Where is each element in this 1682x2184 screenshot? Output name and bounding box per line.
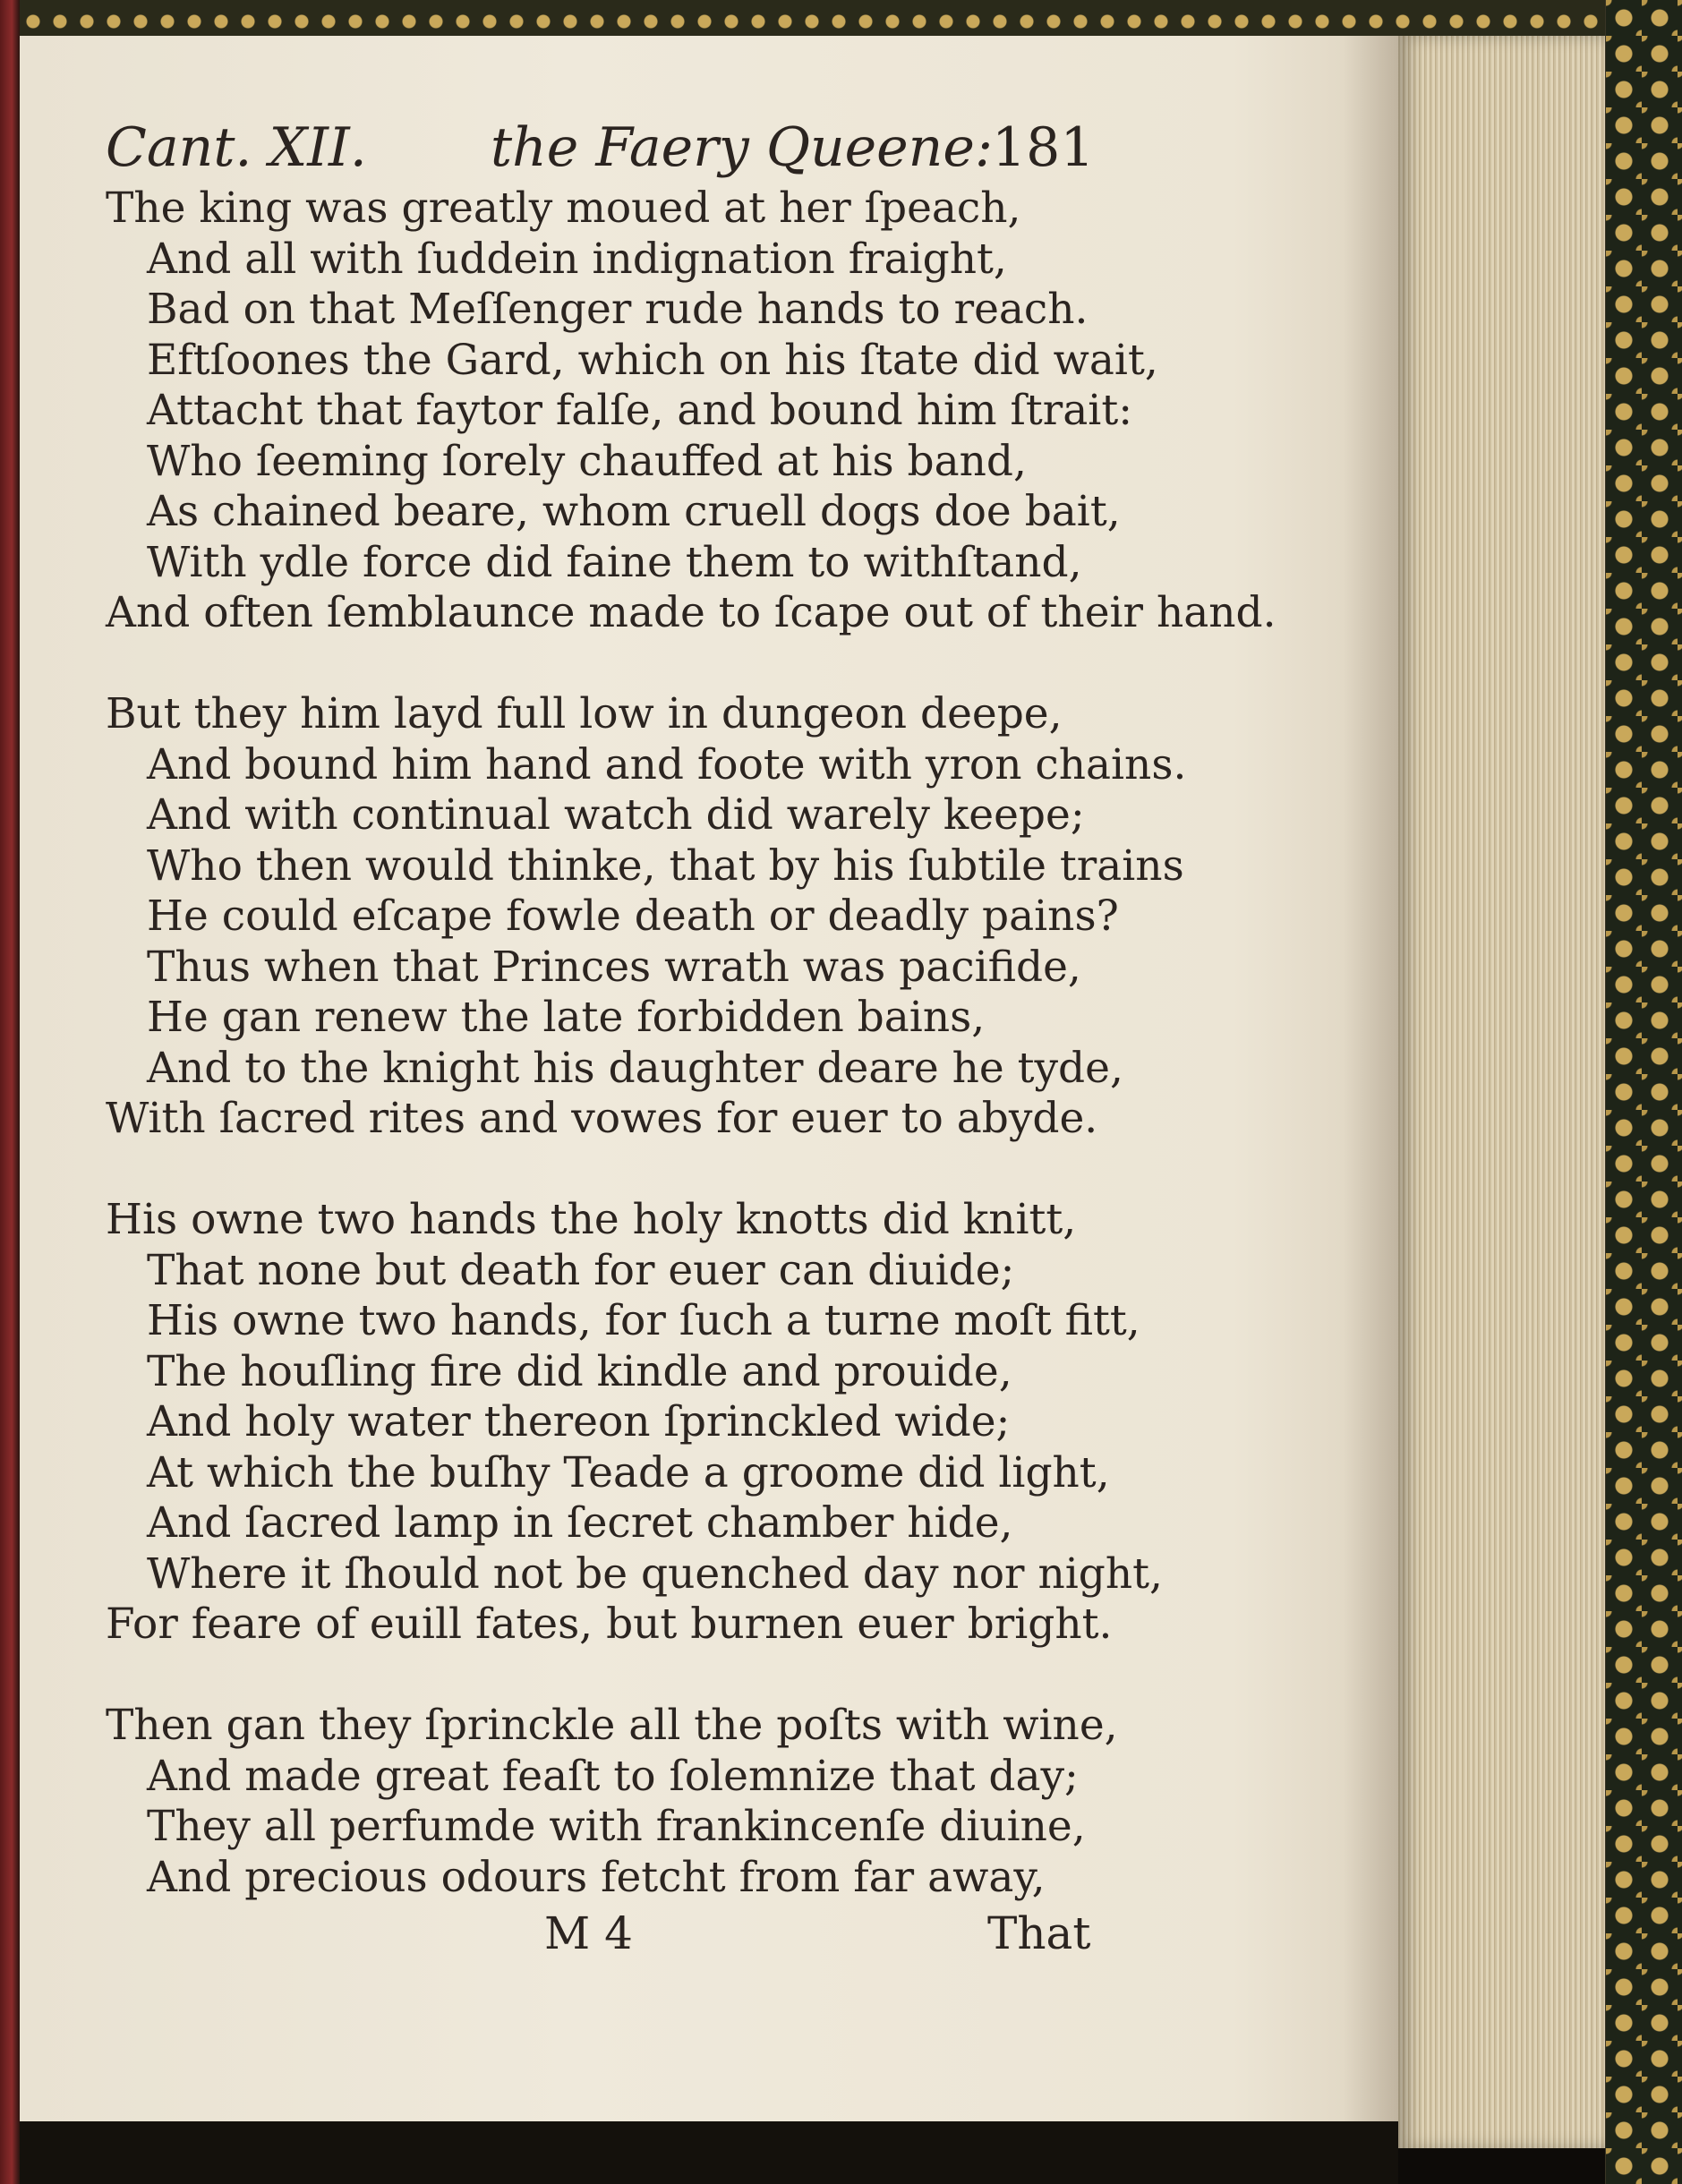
page-fore-edge: [1398, 36, 1606, 2148]
catchword: That: [987, 1907, 1091, 1959]
book-title: the Faery Queene:: [491, 116, 994, 179]
verse-line: And with continual watch did warely keepe;: [147, 790, 1085, 840]
verse-line: That none but death for euer can diuide;: [147, 1245, 1015, 1295]
signature-mark: M 4: [544, 1907, 633, 1959]
verse-line: At which the buſhy Teade a groome did light,: [147, 1447, 1110, 1497]
verse-line: Thus when that Princes wrath was pacifide,: [147, 942, 1081, 992]
verse-line: The houſling fire did kindle and prouide,: [147, 1346, 1012, 1396]
verse-line: For feare of euill fates, but burnen euer bright.: [106, 1600, 1113, 1649]
page-number: 181: [992, 116, 1095, 179]
page-gutter-shadow: [1343, 36, 1398, 2121]
verse-line: And holy water thereon ſprinckled wide;: [147, 1397, 1011, 1446]
verse-line: The king was greatly moued at her ſpeach,: [106, 183, 1021, 233]
binding-cloth-strip: [0, 0, 20, 2184]
gilt-binding-pattern: [1606, 0, 1682, 2184]
verse-line: As chained beare, whom cruell dogs doe bait,: [147, 487, 1121, 536]
verse-line: Where it ſhould not be quenched day nor night,: [147, 1548, 1163, 1599]
bottom-shadow: [20, 2121, 1398, 2184]
verse-line: But they him layd full low in dungeon deepe,: [106, 689, 1063, 738]
verse-line: With ydle force did faine them to withſtand,: [147, 537, 1082, 587]
canto-label: Cant. XII.: [106, 116, 367, 179]
page-footer: [106, 1898, 1090, 1969]
verse-line: They all perfumde with frankincenſe diuine,: [147, 1802, 1086, 1851]
stanza-gap: [106, 1651, 1162, 1702]
verse-line: And all with ſuddein indignation fraight,: [147, 234, 1007, 284]
verse-line: And to the knight his daughter deare he tyde,: [147, 1043, 1123, 1093]
verse-line: Who ſeeming ſorely chauffed at his band,: [147, 436, 1027, 486]
verse-line: And bound him hand and foote with yron chains.: [147, 739, 1187, 789]
verse-line: And precious odours fetcht from far away,: [147, 1852, 1046, 1902]
verse-line: And ſacred lamp in ſecret chamber hide,: [147, 1498, 1013, 1548]
stanza-gap: [106, 1145, 1162, 1196]
verse-line: Who then would thinke, that by his ſubtile trains: [147, 840, 1184, 891]
gilt-top-border: [20, 0, 1606, 36]
verse-line: His owne two hands, for ſuch a turne moſt fitt,: [147, 1296, 1140, 1345]
poem-text: [106, 183, 1276, 1903]
verse-line: His owne two hands the holy knotts did knitt,: [106, 1195, 1077, 1244]
verse-line: And made great feaſt to ſolemnize that day;: [147, 1751, 1079, 1801]
verse-line: Eftſoones the Gard, which on his ſtate did wait,: [147, 335, 1158, 385]
verse-line: Then gan they ſprinckle all the poſts with wine,: [106, 1701, 1118, 1750]
verse-line: He could eſcape fowle death or deadly pains?: [147, 892, 1119, 941]
verse-line: And often ſemblaunce made to ſcape out of their hand.: [106, 588, 1276, 637]
verse-line: With ſacred rites and vowes for euer to abyde.: [106, 1094, 1098, 1143]
verse-line: Bad on that Meſſenger rude hands to reach.: [147, 285, 1089, 334]
verse-line: He gan renew the late forbidden bains,: [147, 993, 986, 1042]
stanza-gap: [106, 639, 1162, 690]
running-header: [106, 107, 1095, 188]
verse-line: Attacht that faytor falſe, and bound him ſtrait:: [147, 386, 1133, 435]
